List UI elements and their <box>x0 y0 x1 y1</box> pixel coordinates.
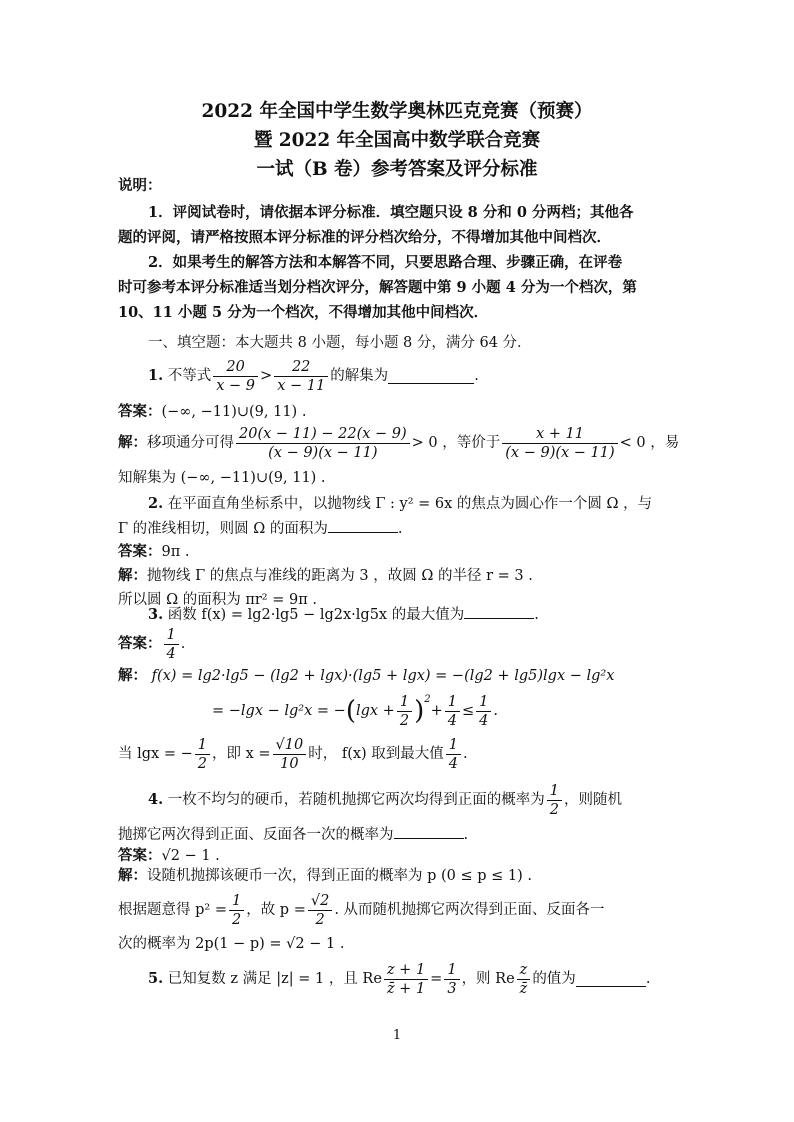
q1-answer-label: 答案： <box>118 403 162 420</box>
title-line-3: 一试（B 卷）参考答案及评分标准 <box>256 159 538 180</box>
q2-statement-b: Γ 的准线相切，则圆 Ω 的面积为 . <box>118 518 403 539</box>
q1-number: 1. <box>148 367 164 384</box>
q3-answer-blank <box>464 604 534 619</box>
q4-solution-a: 解：设随机抛掷该硬币一次，得到正面的概率为 p (0 ≤ p ≤ 1) . <box>118 867 532 884</box>
q1-post: 的解集为 <box>330 368 389 384</box>
q2-number: 2. <box>148 495 164 512</box>
note-2-line-a: 2．如果考生的解答方法和本解答不同，只要思路合理、步骤正确，在评卷 <box>148 254 623 271</box>
q4-answer: 答案：√2 − 1 . <box>118 847 220 864</box>
q2-solution-a: 解：抛物线 Γ 的焦点与准线的距离为 3 ，故圆 Ω 的半径 r = 3 . <box>118 567 533 584</box>
q2-answer: 答案：9π . <box>118 543 190 560</box>
note-1-line-a: 1．评阅试卷时，请依据本评分标准．填空题只设 8 分和 0 分两档；其他各 <box>148 204 634 221</box>
q3-answer-fraction: $\frac{1}{4}$ <box>164 626 179 663</box>
note-2-line-b: 时可参考本评分标准适当划分档次评分，解答题中第 9 小题 4 分为一个档次，第 <box>118 279 637 296</box>
q4-answer-blank <box>394 824 464 839</box>
q1-sol-d: 知解集为 (−∞, −11)∪(9, 11) . <box>118 470 326 486</box>
q1-fraction-2: $\frac{22}{x - 11}$ <box>274 358 328 395</box>
q3-solution-b: = −lgx − lg²x = − ( lgx + $\frac{1}{2}$ ) $^2$ + $\frac{1}{4}$ ≤ $\frac{1}{4}$ . <box>212 693 498 729</box>
q2-answer-blank <box>328 518 398 533</box>
q1-answer <box>118 402 306 422</box>
q1-fraction-3: $\frac{20(x - 11) - 22(x - 9)}{(x - 9)(x - 11)}$ <box>236 425 410 462</box>
q1-sol-a: 移项通分可得 <box>147 435 234 451</box>
q1-sol-b: > 0 ，等价于 <box>411 435 501 451</box>
q1-answer-blank <box>388 369 474 384</box>
q1-gt: > <box>260 368 273 384</box>
q5-number: 5. <box>148 970 164 987</box>
q5-answer-blank <box>576 972 646 987</box>
q4-statement-a: 4. 一枚不均匀的硬币，若随机抛掷它两次均得到正面的概率为 $\frac{1}{2}$ ，则随机 <box>148 782 622 818</box>
q1-pre: 不等式 <box>167 368 212 384</box>
q4-number: 4. <box>148 791 164 808</box>
q3-solution-a: 解： f(x) = lg2·lg5 − (lg2 + lgx)·(lg5 + lgx) = −(lg2 + lg5)lgx − lg²x <box>118 667 615 684</box>
notes-heading: 说明： <box>118 177 162 194</box>
q4-solution-b: 根据题意得 p² = $\frac{1}{2}$ ，故 p = $\frac{√2}{2}$ . 从而随机抛掷它两次得到正面、反面各一 <box>118 892 605 928</box>
q3-solution-c: 当 lgx = − $\frac{1}{2}$ ，即 x = $\frac{√10}{10}$ 时， f(x) 取到最大值 $\frac{1}{4}$ . <box>118 736 468 772</box>
q1-solution <box>118 424 679 462</box>
q3-answer: 答案： $\frac{1}{4}$ . <box>118 626 186 662</box>
q4-statement-b: 抛掷它两次得到正面、反面各一次的概率为 . <box>118 824 468 845</box>
section-heading: 一、填空题：本大题共 8 小题，每小题 8 分，满分 64 分． <box>148 335 532 351</box>
q3-number: 3. <box>148 606 164 623</box>
q1-fraction-1: $\frac{20}{x - 9}$ <box>213 358 258 395</box>
note-1-line-b: 题的评阅，请严格按照本评分标准的评分档次给分，不得增加其他中间档次． <box>118 229 611 246</box>
title-line-1: 2022 年全国中学生数学奥林匹克竞赛（预赛） <box>201 101 593 122</box>
q3-statement: 3. 函数 f(x) = lg2·lg5 − lg2x·lg5x 的最大值为 . <box>148 606 539 623</box>
q1-answer-value: (−∞, −11)∪(9, 11) . <box>161 404 307 420</box>
title-line-2: 暨 2022 年全国高中数学联合竞赛 <box>253 130 541 151</box>
q1-sol-c: < 0 ，易 <box>619 435 680 451</box>
q1-statement: 1. 不等式 $\frac{20}{x - 9}$ > $\frac{22}{x - 11}$ 的解集为 . <box>148 358 479 394</box>
q1-fraction-4: $\frac{x + 11}{(x - 9)(x - 11)}$ <box>502 425 617 462</box>
q2-statement-a: 2. 在平面直角坐标系中，以抛物线 Γ : y² = 6x 的焦点为圆心作一个圆 Ω ，与 <box>148 495 653 512</box>
q4-solution-c: 次的概率为 2p(1 − p) = √2 − 1 . <box>118 936 345 952</box>
q1-solution-label: 解： <box>118 434 147 451</box>
page-number: 1 <box>392 1028 402 1043</box>
q5-statement: 5. 已知复数 z 满足 |z| = 1 ，且 Re $\frac{z + 1}{z̄ + 1}$ = $\frac{1}{3}$ ，则 Re $\frac{z}{z̄}$ 的值为 . <box>148 961 651 997</box>
note-2-line-c: 10、11 小题 5 分为一个档次，不得增加其他中间档次． <box>118 304 489 321</box>
q2-solution-b: 所以圆 Ω 的面积为 πr² = 9π . <box>118 592 317 608</box>
